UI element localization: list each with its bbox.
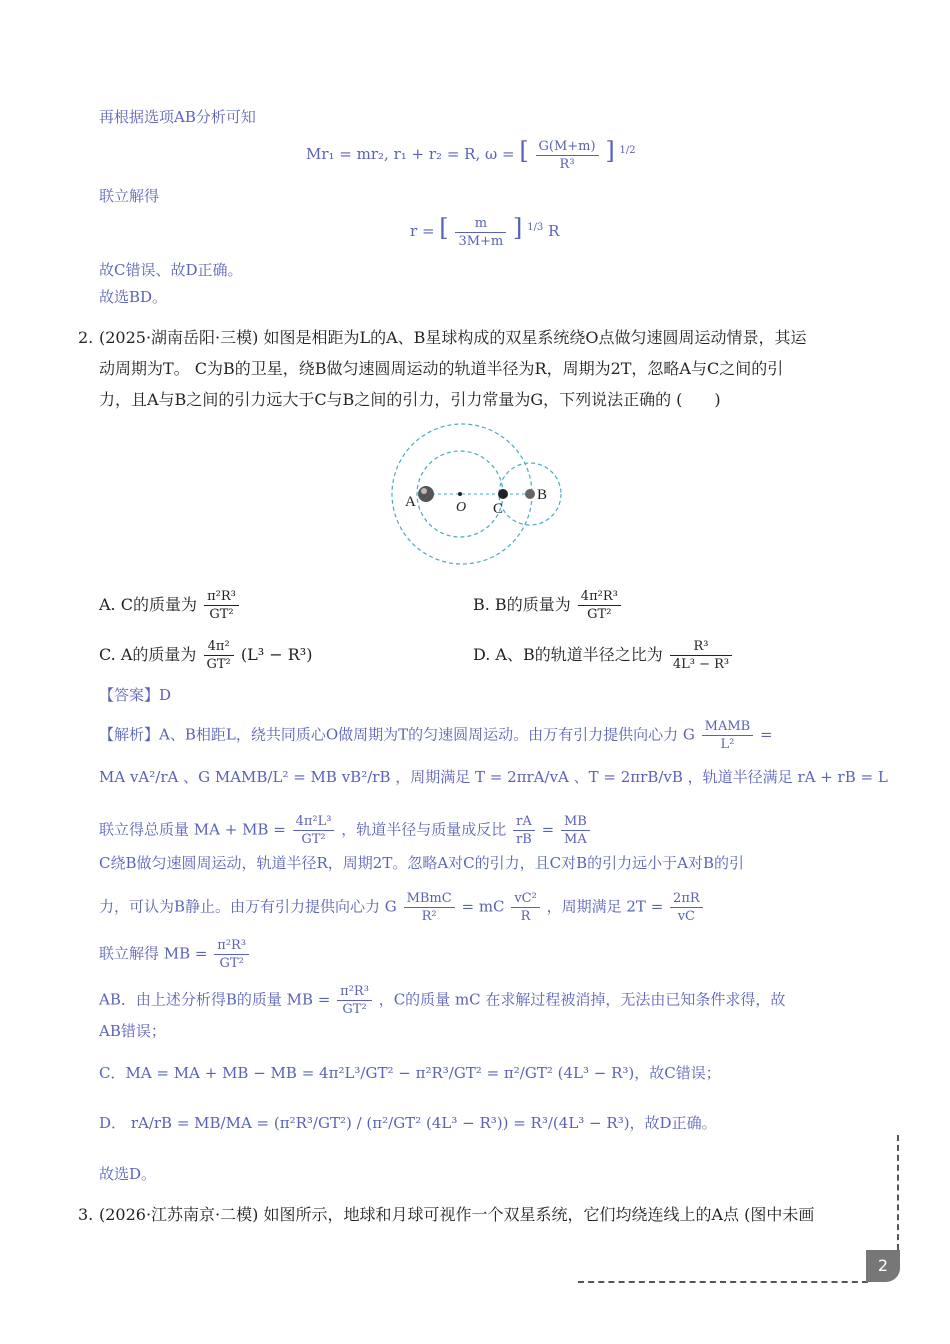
label-a: A: [405, 494, 416, 510]
solution-line: 故C错误、故D正确。: [99, 261, 243, 279]
analysis-line: C绕B做匀速圆周运动，轨道半径R，周期2T。忽略A对C的引力，且C对B的引力远小于A对B的引: [99, 854, 745, 872]
question-number: 3.: [78, 1205, 94, 1224]
option-b: B. B的质量为 $\frac{\text{4π²R³}}{\text{GT²}}$: [473, 588, 623, 623]
star-b: [525, 489, 535, 499]
analysis-line: 力，可认为B静止。由万有引力提供向心力 G $\frac{\text{MBmC}}{\text{R²}}$ = mC $\frac{\text{vC²}}{R}$ ，周期满足 2T = $\frac{2\pi R}{vC}$: [99, 890, 705, 925]
fraction: $\frac{G(M+m)}{\text{R³}}$: [536, 138, 599, 173]
question-text-line: (2025·湖南岳阳·三模) 如图是相距为L的A、B星球构成的双星系统绕O点做匀速圆周运动情景，其运: [99, 328, 807, 347]
label-b: B: [537, 487, 548, 503]
solution-line: 联立解得: [99, 187, 160, 205]
option-d: D. A、B的轨道半径之比为 $\frac{\text{R³}}{\text{4L³ − R³}}$: [473, 638, 734, 673]
fraction: $\frac{m}{3M+m}$: [455, 215, 506, 250]
formula-r: r = [ $\frac{m}{3M+m}$ ] $^{1/3}$ R: [410, 214, 560, 249]
option-c: C. A的质量为 $\frac{\text{4π²}}{\text{GT²}}$ (L³ − R³): [99, 639, 313, 672]
solution-line: 再根据选项AB分析可知: [99, 108, 256, 126]
analysis-line: 联立得总质量 MA + MB = $\frac{\text{4π²L³}}{\text{GT²}}$ ，轨道半径与质量成反比 $\frac{rA}{rB}$ = $\frac{MB}{MA}$: [99, 813, 592, 848]
analysis-line: 联立解得 MB = $\frac{\text{π²R³}}{\text{GT²}}$: [99, 937, 251, 972]
analysis-line: C．MA = MA + MB − MB = 4π²L³/GT² − π²R³/GT² = π²/GT² (4L³ − R³)，故C错误；: [99, 1064, 721, 1082]
question-text-line: (2026·江苏南京·二模) 如图所示，地球和月球可视作一个双星系统，它们均绕连线上的A点 (图中未画: [99, 1205, 815, 1224]
star-a: [418, 486, 434, 502]
option-a: A. C的质量为 $\frac{\text{π²R³}}{\text{GT²}}$: [99, 588, 241, 623]
question-text-line: 力，且A与B之间的引力远大于C与B之间的引力，引力常量为G，下列说法正确的 ( ): [99, 390, 721, 409]
analysis-line: MA vA²/rA 、G MAMB/L² = MB vB²/rB ，周期满足 T = 2πrA/vA 、T = 2πrB/vB ，轨道半径满足 rA + rB = L: [99, 768, 888, 786]
center-o: [458, 492, 462, 496]
page-border-horizontal: [578, 1281, 868, 1283]
formula-text: Mr₁ = mr₂, r₁ + r₂ = R, ω =: [306, 145, 515, 163]
analysis-line: 故选D。: [99, 1165, 157, 1183]
analysis-line: D． rA/rB = MB/MA = (π²R³/GT²) / (π²/GT² (4L³ − R³)) = R³/(4L³ − R³)，故D正确。: [99, 1114, 717, 1132]
answer-label: 【答案】D: [99, 686, 172, 704]
binary-star-figure: [380, 420, 580, 570]
satellite-c: [498, 489, 508, 499]
analysis-line: 【解析】A、B相距L，绕共同质心O做周期为T的匀速圆周运动。由万有引力提供向心力 G $\frac{\text{MAMB}}{\text{L²}}$ =: [99, 719, 773, 752]
label-o: O: [456, 500, 467, 515]
page-number: 2: [866, 1250, 900, 1282]
question-number: 2.: [78, 328, 94, 347]
star-a-highlight: [421, 488, 427, 494]
page-border-vertical: [897, 1135, 899, 1250]
formula-omega: Mr₁ = mr₂, r₁ + r₂ = R, ω = [ $\frac{G(M+m)}{\text{R³}}$ ] $^{1/2}$: [306, 137, 636, 172]
analysis-line: AB错误；: [99, 1022, 166, 1040]
exponent: 1/2: [619, 145, 636, 156]
analysis-line: AB．由上述分析得B的质量 MB = $\frac{\text{π²R³}}{\text{GT²}}$ ，C的质量 mC 在求解过程被消掉，无法由已知条件求得，故: [99, 984, 786, 1017]
solution-line: 故选BD。: [99, 288, 168, 306]
label-c: C: [493, 501, 504, 517]
question-text-line: 动周期为T。 C为B的卫星，绕B做匀速圆周运动的轨道半径为R，周期为2T，忽略A与C之间的引: [99, 359, 784, 378]
